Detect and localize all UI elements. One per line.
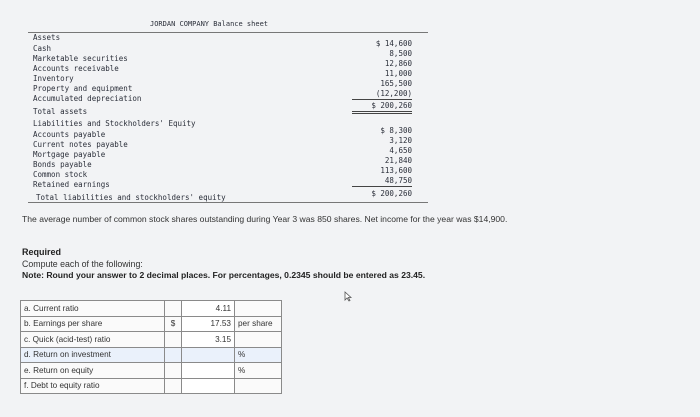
liability-amount: 21,840: [384, 156, 412, 165]
answer-label: c. Quick (acid-test) ratio: [21, 332, 165, 348]
liability-label: Retained earnings: [33, 180, 110, 189]
balance-sheet-photo: [28, 18, 428, 204]
answer-input[interactable]: 4.11: [182, 301, 235, 317]
asset-label: Property and equipment: [33, 84, 133, 93]
asset-label: Cash: [33, 44, 52, 53]
answer-unit: [235, 378, 282, 394]
required-instruction: Compute each of the following:: [22, 259, 143, 269]
liability-amount: 48,750: [384, 176, 412, 185]
liability-amount: 3,120: [389, 136, 412, 145]
answer-label: e. Return on equity: [21, 363, 165, 379]
total-rule: [352, 111, 412, 114]
answer-row: [21, 363, 282, 379]
asset-amount: (12,200): [375, 89, 412, 98]
liability-amount: 113,600: [380, 166, 412, 175]
currency-symbol: [165, 378, 182, 394]
answer-row: [21, 378, 282, 394]
liability-label: Accounts payable: [33, 130, 106, 139]
liabilities-header: Liabilities and Stockholders' Equity: [33, 119, 196, 128]
asset-label: Inventory: [33, 74, 74, 83]
liability-amount: $ 8,300: [380, 126, 412, 135]
liability-label: Current notes payable: [33, 140, 128, 149]
asset-label: Accumulated depreciation: [33, 94, 142, 103]
answer-row: [21, 347, 282, 363]
balance-sheet-title: JORDAN COMPANY Balance sheet: [150, 20, 269, 28]
mouse-pointer-icon: [344, 291, 353, 305]
total-liabilities-amount: $ 200,260: [371, 189, 412, 198]
asset-amount: 11,000: [384, 69, 412, 78]
answer-input[interactable]: [182, 378, 235, 394]
answer-unit: %: [235, 363, 282, 379]
required-heading: Required: [22, 247, 62, 257]
currency-symbol: [165, 347, 182, 363]
asset-amount: 12,860: [384, 59, 412, 68]
currency-symbol: [165, 332, 182, 348]
asset-amount: 8,500: [389, 49, 412, 58]
subtotal-rule: [352, 99, 412, 100]
answer-row: [21, 301, 282, 317]
liability-label: Bonds payable: [33, 160, 92, 169]
answer-unit: [235, 301, 282, 317]
answer-unit: [235, 332, 282, 348]
rounding-note: Note: Round your answer to 2 decimal places. For percentages, 0.2345 should be entered as 23.45.: [22, 270, 426, 280]
answer-label: a. Current ratio: [21, 301, 165, 317]
liability-label: Mortgage payable: [33, 150, 106, 159]
assets-header: Assets: [33, 33, 61, 42]
answer-input[interactable]: [182, 347, 235, 363]
answer-label: f. Debt to equity ratio: [21, 378, 165, 394]
bottom-rule: [28, 202, 428, 203]
asset-label: Accounts receivable: [33, 64, 119, 73]
answer-label: d. Return on investment: [21, 347, 165, 363]
answer-table: [20, 300, 282, 394]
currency-symbol: $: [165, 316, 182, 332]
currency-symbol: [165, 301, 182, 317]
problem-note: The average number of common stock shares outstanding during Year 3 was 850 shares. Net income for the year was $14,900.: [22, 214, 508, 224]
liability-label: Common stock: [33, 170, 88, 179]
total-assets-label: Total assets: [33, 107, 88, 116]
asset-amount: 165,500: [380, 79, 412, 88]
total-liabilities-label: Total liabilities and stockholders' equity: [36, 193, 226, 202]
subtotal-rule: [352, 186, 412, 187]
total-assets-amount: $ 200,260: [371, 101, 412, 110]
answer-label: b. Earnings per share: [21, 316, 165, 332]
currency-symbol: [165, 363, 182, 379]
liability-amount: 4,650: [389, 146, 412, 155]
asset-amount: $ 14,600: [375, 39, 412, 48]
answer-row: [21, 316, 282, 332]
answer-row: [21, 332, 282, 348]
answer-unit: %: [235, 347, 282, 363]
answer-input[interactable]: [182, 363, 235, 379]
answer-unit: per share: [235, 316, 282, 332]
answer-input[interactable]: 3.15: [182, 332, 235, 348]
answer-input[interactable]: 17.53: [182, 316, 235, 332]
top-rule: [28, 32, 428, 33]
asset-label: Marketable securities: [33, 54, 128, 63]
